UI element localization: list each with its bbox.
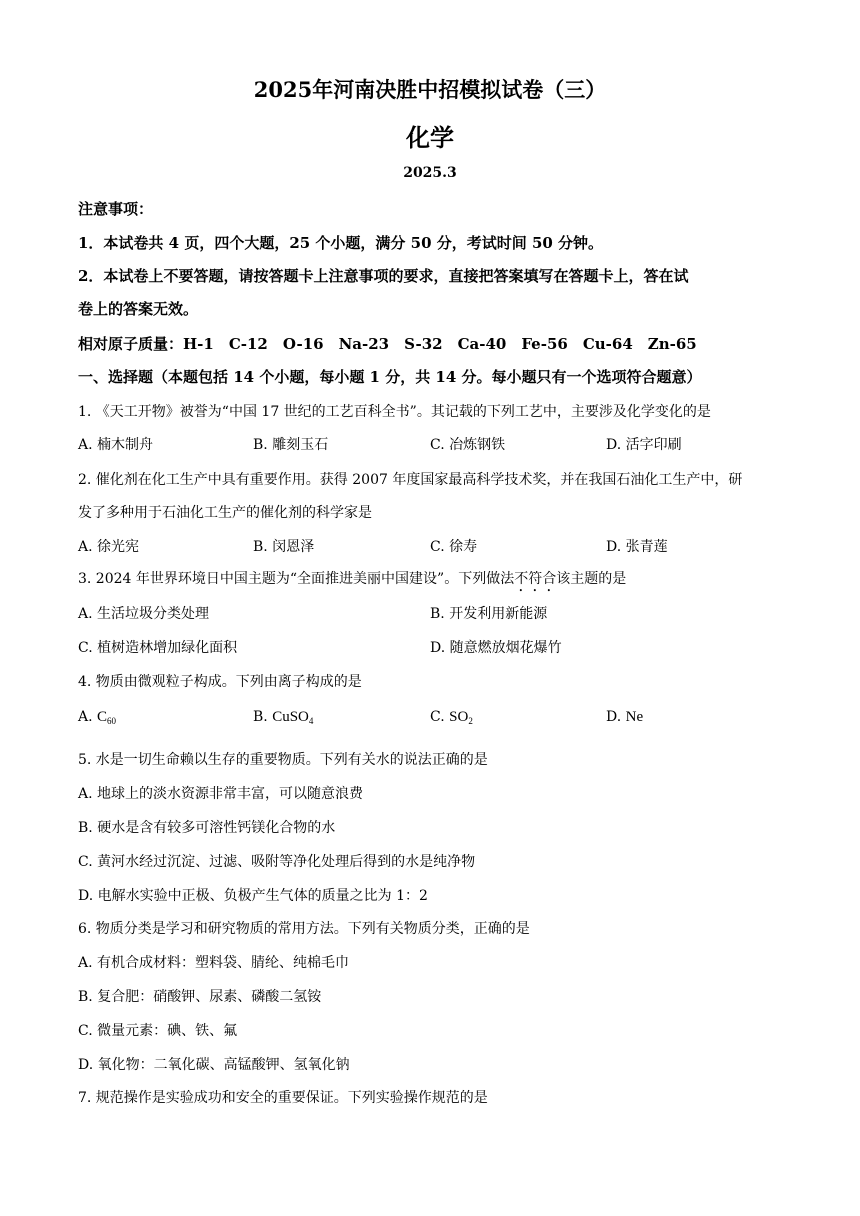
q1-stem: 1. 《天工开物》被誉为“中国 17 世纪的工艺百科全书”。其记载的下列工艺中，主要涉及化学变化的是	[78, 404, 711, 420]
q4-option-d	[606, 709, 643, 726]
q4-option-c-formula	[449, 709, 473, 725]
q5-option-c: C. 黄河水经过沉淀、过滤、吸附等净化处理后得到的水是纯净物	[78, 854, 476, 870]
q6-option-c: C. 微量元素：碘、铁、氟	[78, 1023, 238, 1039]
exam-title: 2025年河南决胜中招模拟试卷（三）	[253, 77, 607, 102]
q4-option-b-label: B.	[253, 709, 268, 725]
q4-option-c-label: C.	[430, 709, 445, 725]
q4-option-d-formula	[626, 709, 644, 725]
q4-option-a-label: A.	[78, 709, 93, 725]
q3-option-b: B. 开发利用新能源	[430, 606, 548, 622]
q2-stem-cont: 发了多种用于石油化工生产的催化剂的科学家是	[78, 505, 372, 521]
q2-option-d: D. 张青莲	[606, 539, 668, 555]
q3-option-a: A. 生活垃圾分类处理	[78, 606, 210, 622]
q3-stem-end: 该主题的是	[556, 571, 627, 587]
formula-main: SO	[449, 709, 469, 725]
exam-date: 2025.3	[403, 165, 457, 181]
q6-option-d: D. 氧化物：二氧化碳、高锰酸钾、氢氧化钠	[78, 1057, 350, 1073]
q1-option-c: C. 冶炼钢铁	[430, 437, 506, 453]
section-heading: 一、选择题（本题包括 14 个小题，每小题 1 分，共 14 分。每小题只有一个选项符合题意）	[78, 368, 702, 386]
q4-option-c	[430, 709, 473, 726]
q4-option-b-formula	[272, 709, 313, 725]
subject-title: 化学	[406, 123, 454, 152]
q3-stem-start: 3. 2024 年世界环境日中国主题为“全面推进美丽中国建设”。下列做法	[78, 571, 515, 587]
q3-stem	[78, 568, 626, 595]
q3-option-c: C. 植树造林增加绿化面积	[78, 640, 238, 656]
q6-option-a: A. 有机合成材料：塑料袋、腈纶、纯棉毛巾	[78, 955, 350, 971]
formula-subscript: 60	[107, 716, 117, 726]
note-item-2-cont: 卷上的答案无效。	[78, 300, 199, 318]
q4-option-a	[78, 709, 116, 726]
q4-option-a-formula	[97, 709, 116, 725]
note-item-1: 1．本试卷共 4 页，四个大题，25 个小题，满分 50 分，考试时间 50 分钟。	[78, 234, 604, 252]
formula-subscript: 2	[468, 716, 473, 726]
q7-stem: 7. 规范操作是实验成功和安全的重要保证。下列实验操作规范的是	[78, 1090, 488, 1106]
q6-option-b: B. 复合肥：硝酸钾、尿素、磷酸二氢铵	[78, 989, 322, 1005]
q4-stem: 4. 物质由微观粒子构成。下列由离子构成的是	[78, 674, 362, 690]
formula-main: C	[97, 709, 108, 725]
q2-option-c: C. 徐寿	[430, 539, 478, 555]
q3-stem-emphasis: 不符合	[514, 571, 557, 587]
q4-option-d-label: D.	[606, 709, 622, 725]
formula-subscript: 4	[308, 716, 314, 726]
q2-option-b: B. 闵恩泽	[253, 539, 315, 555]
formula-main: Ne	[625, 709, 644, 725]
q5-option-a: A. 地球上的淡水资源非常丰富，可以随意浪费	[78, 786, 364, 802]
q3-option-d: D. 随意燃放烟花爆竹	[430, 640, 562, 656]
atomic-mass-line: 相对原子质量：H-1 C-12 O-16 Na-23 S-32 Ca-40 Fe-56 Cu-64 Zn-65	[78, 335, 697, 353]
q5-option-b: B. 硬水是含有较多可溶性钙镁化合物的水	[78, 820, 336, 836]
formula-main: CuSO	[272, 709, 309, 725]
q1-option-b: B. 雕刻玉石	[253, 437, 329, 453]
q2-stem: 2. 催化剂在化工生产中具有重要作用。获得 2007 年度国家最高科学技术奖，并在我国石油化工生产中，研	[78, 472, 743, 488]
q5-stem: 5. 水是一切生命赖以生存的重要物质。下列有关水的说法正确的是	[78, 752, 488, 768]
q2-option-a: A. 徐光宪	[78, 539, 140, 555]
q4-option-b	[253, 709, 313, 726]
q5-option-d: D. 电解水实验中正极、负极产生气体的质量之比为 1：2	[78, 888, 428, 904]
q1-option-a: A. 楠木制舟	[78, 437, 154, 453]
q6-stem: 6. 物质分类是学习和研究物质的常用方法。下列有关物质分类，正确的是	[78, 921, 530, 937]
note-item-2: 2．本试卷上不要答题，请按答题卡上注意事项的要求，直接把答案填写在答题卡上，答在试	[78, 267, 689, 285]
notes-heading: 注意事项：	[78, 200, 154, 218]
q1-option-d: D. 活字印刷	[606, 437, 682, 453]
